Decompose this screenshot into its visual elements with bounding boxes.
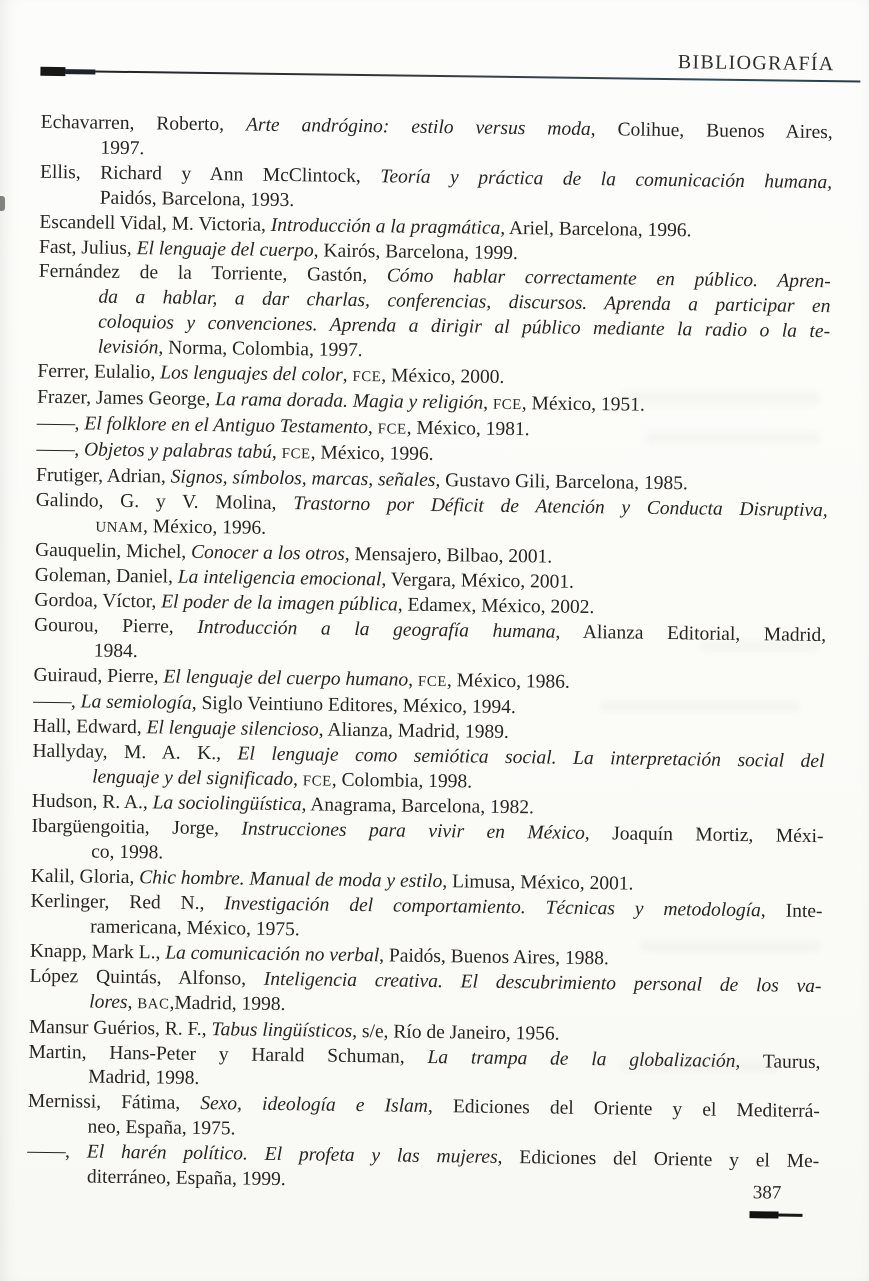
scan-smudge <box>700 640 820 652</box>
smallcaps-publisher: FCE <box>417 673 448 691</box>
entry-text: , Paidós, Buenos Aires, 1988. <box>379 945 609 970</box>
title-text: Instrucciones para vivir en México <box>241 818 585 845</box>
header-rule-ink-blob <box>40 66 65 75</box>
entry-text: co, 1998. <box>91 841 164 864</box>
entry-text: , <box>64 1141 87 1163</box>
title-text: Cómo hablar correctamente en público. Apren- <box>386 265 831 293</box>
entry-text: Echavarren, Roberto, <box>40 111 247 136</box>
title-text: El lenguaje como semiótica social. La interpretación social del <box>237 743 825 772</box>
title-text: La rama dorada. Magia y religión <box>215 389 484 414</box>
entry-text: Knapp, Mark L., <box>29 940 166 964</box>
entry-text: Kerlinger, Red N., <box>30 890 225 915</box>
smallcaps-publisher: FCE <box>492 396 522 414</box>
entry-text: , <box>367 416 378 439</box>
entry-text: , México, 1986. <box>446 670 571 693</box>
entry-text: , Colihue, Buenos Aires, <box>590 119 833 144</box>
entry-text: , México, 2000. <box>381 365 505 388</box>
same-author-dash: —— <box>36 412 75 435</box>
entry-text: , Kairós, Barcelona, 1999. <box>313 239 518 264</box>
title-text: Investigación del comportamiento. Técnicas y metodología <box>224 893 762 922</box>
title-text: levisión <box>97 336 159 359</box>
same-author-dash: —— <box>27 1140 66 1163</box>
page-header-title: BIBLIOGRAFÍA <box>677 51 835 76</box>
title-text: lenguaje y del significado <box>92 766 294 790</box>
entry-text: , Ediciones del Oriente y el Me- <box>497 1147 820 1173</box>
title-text: Sexo, ideología e Islam <box>200 1093 429 1118</box>
entry-text: ramericana, México, 1975. <box>90 916 300 941</box>
title-text: El poder de la imagen pública <box>161 591 398 616</box>
title-text: La trampa de la globalización, <box>427 1046 741 1072</box>
entry-text: Ferrer, Eulalio, <box>37 360 161 384</box>
smallcaps-publisher: FCE <box>302 772 332 790</box>
smallcaps-publisher: FCE <box>352 368 382 386</box>
entry-text: , Colombia, 1998. <box>331 769 473 793</box>
entry-text: , Anagrama, Barcelona, 1982. <box>301 794 535 819</box>
scan-artifact <box>0 196 5 211</box>
entry-text: , Vergara, México, 2001. <box>381 569 575 594</box>
entry-text: Gustavo Gili, Barcelona, 1985. <box>440 469 688 494</box>
title-text: Inteligencia creativa. El descubrimiento personal de los va- <box>263 968 822 997</box>
same-author-dash: —— <box>33 690 72 713</box>
entry-text: , <box>483 392 494 414</box>
title-text: Teoría y práctica de la comunicación humana, <box>380 166 833 193</box>
entry-text: Goleman, Daniel, <box>34 565 178 588</box>
entry-text: Madrid, 1998. <box>88 1066 200 1090</box>
title-text: El harén político. El profeta y las mujeres <box>86 1141 498 1169</box>
title-text: Conocer a los otros <box>190 542 345 566</box>
title-text: da a hablar, a dar charlas, conferencias, discursos. Aprenda a participar en <box>98 286 831 318</box>
entry-text: , <box>271 441 282 463</box>
entry-text: Fernández de la Torriente, Gastón, <box>38 261 387 287</box>
entry-text: Gourou, Pierre, <box>34 614 198 639</box>
entry-text: , Norma, Colombia, 1997. <box>158 337 363 362</box>
title-text: La comunicación no verbal <box>165 942 380 967</box>
entry-text: , <box>74 439 85 461</box>
entry-text: , Alianza Editorial, Madrid, <box>555 621 827 647</box>
title-text: coloquios y convenciones. Aprenda a dirigir al público mediante la radio o la te- <box>97 311 831 343</box>
entry-text: Fast, Julius, <box>38 236 137 259</box>
entry-text: Gauquelin, Michel, <box>35 540 192 564</box>
entry-text: , México, 1981. <box>406 417 530 441</box>
entry-text: ,Madrid, 1998. <box>169 992 286 1015</box>
title-text: La sociolingüística <box>152 792 302 816</box>
footer-rule-ink-blob <box>749 1211 778 1218</box>
entry-text: Kalil, Gloria, <box>30 865 140 889</box>
entry-text: Ibargüengoitia, Jorge, <box>31 816 242 840</box>
bibliography-entry <box>38 260 831 370</box>
entry-text: , <box>127 991 138 1013</box>
entry-text: , Alianza, Madrid, 1989. <box>318 719 509 743</box>
entry-text: Frutiger, Adrian, <box>35 464 171 488</box>
entry-text: , <box>70 691 81 713</box>
bibliography-list <box>27 111 833 1200</box>
entry-text: , Ariel, Barcelona, 1996. <box>500 217 692 241</box>
title-text: El lenguaje del cuerpo humano <box>163 666 409 691</box>
title-text: Introducción a la pragmática <box>270 214 501 239</box>
entry-text: neo, España, 1975. <box>87 1116 236 1140</box>
entry-text: diterráneo, España, 1999. <box>86 1166 286 1191</box>
entry-text: 1984. <box>93 640 138 663</box>
entry-text: Guiraud, Pierre, <box>33 664 164 688</box>
entry-text: , México, 1951. <box>521 393 645 416</box>
entry-text: Mansur Guérios, R. F., <box>28 1016 212 1040</box>
footer-rule-line <box>778 1213 802 1216</box>
entry-text: Frazer, James George, <box>37 386 216 411</box>
entry-text: , <box>342 364 353 386</box>
title-text: La semiología <box>80 691 192 714</box>
bibliography-entry <box>27 1140 820 1200</box>
title-text: El lenguaje silencioso <box>146 716 319 741</box>
title-text: La inteligencia emocional <box>177 566 382 591</box>
entry-text: 1997. <box>100 137 145 160</box>
entry-text: Hall, Edward, <box>32 715 147 738</box>
title-text: Tabus lingüísticos <box>211 1018 353 1042</box>
title-text: Arte andrógino: estilo versus moda <box>245 114 591 141</box>
title-text: Signos, símbolos, marcas, señales, <box>170 466 441 491</box>
scan-smudge <box>620 392 820 405</box>
title-text: Trastorno por Déficit de Atención y Conducta Disruptiva, <box>293 492 828 521</box>
footer-rule <box>749 1210 803 1219</box>
entry-text: , México, 1996. <box>310 442 434 465</box>
title-text: Introducción a la geografía humana <box>197 617 556 643</box>
entry-text: , Limusa, México, 2001. <box>442 871 634 895</box>
entry-text: , Joaquín Mortiz, Méxi- <box>584 823 824 848</box>
entry-text: Taurus, <box>740 1050 821 1073</box>
entry-text: , Mensajero, Bilbao, 2001. <box>344 544 553 568</box>
scan-smudge <box>645 432 820 444</box>
entry-text: Hudson, R. A., <box>31 791 153 814</box>
entry-text: , México, 1996. <box>142 515 267 539</box>
entry-text: , Edamex, México, 2002. <box>397 594 595 619</box>
smallcaps-publisher: FCE <box>377 421 407 438</box>
entry-text: , s/e, Río de Janeiro, 1956. <box>352 1020 560 1045</box>
entry-text: Mernissi, Fátima, <box>27 1091 201 1115</box>
entry-text: Paidós, Barcelona, 1993. <box>99 187 295 211</box>
entry-text: , Inte- <box>760 900 823 923</box>
header-rule-ink-blob-thin <box>65 69 95 74</box>
entry-text: , <box>292 768 303 790</box>
entry-text: , Ediciones del Oriente y el Mediterrá- <box>427 1096 820 1123</box>
smallcaps-publisher: FCE <box>281 445 311 463</box>
entry-text: Galindo, G. y V. Molina, <box>35 489 294 514</box>
page-number: 387 <box>752 1182 782 1204</box>
title-text: El lenguaje del cuerpo <box>136 237 314 261</box>
entry-text: Ellis, Richard y Ann McClintock, <box>39 161 381 188</box>
entry-text: , <box>74 413 85 435</box>
title-text: Los lenguajes del color <box>160 362 343 386</box>
smallcaps-publisher: UNAM <box>95 519 144 536</box>
title-text: El folklore en el Antiguo Testamento <box>84 413 369 438</box>
title-text: Chic hombre. Manual de moda y estilo <box>139 867 443 893</box>
scan-smudge <box>620 1060 780 1072</box>
entry-text: Martin, Hans-Peter y Harald Schuman, <box>28 1041 428 1068</box>
entry-text: Gordoa, Víctor, <box>34 589 162 613</box>
entry-text: , Siglo Veintiuno Editores, México, 1994. <box>191 692 516 718</box>
title-text: lores <box>89 991 128 1013</box>
entry-text: , <box>408 669 419 691</box>
entry-text: Hallyday, M. A. K., <box>32 740 238 765</box>
smallcaps-publisher: BAC <box>137 995 170 1013</box>
entry-text: Escandell Vidal, M. Victoria, <box>39 211 272 236</box>
same-author-dash: —— <box>36 438 75 461</box>
scan-smudge <box>600 700 800 712</box>
entry-text: López Quintás, Alfonso, <box>29 965 265 990</box>
scan-smudge <box>640 940 820 952</box>
title-text: Objetos y palabras tabú <box>83 439 273 463</box>
